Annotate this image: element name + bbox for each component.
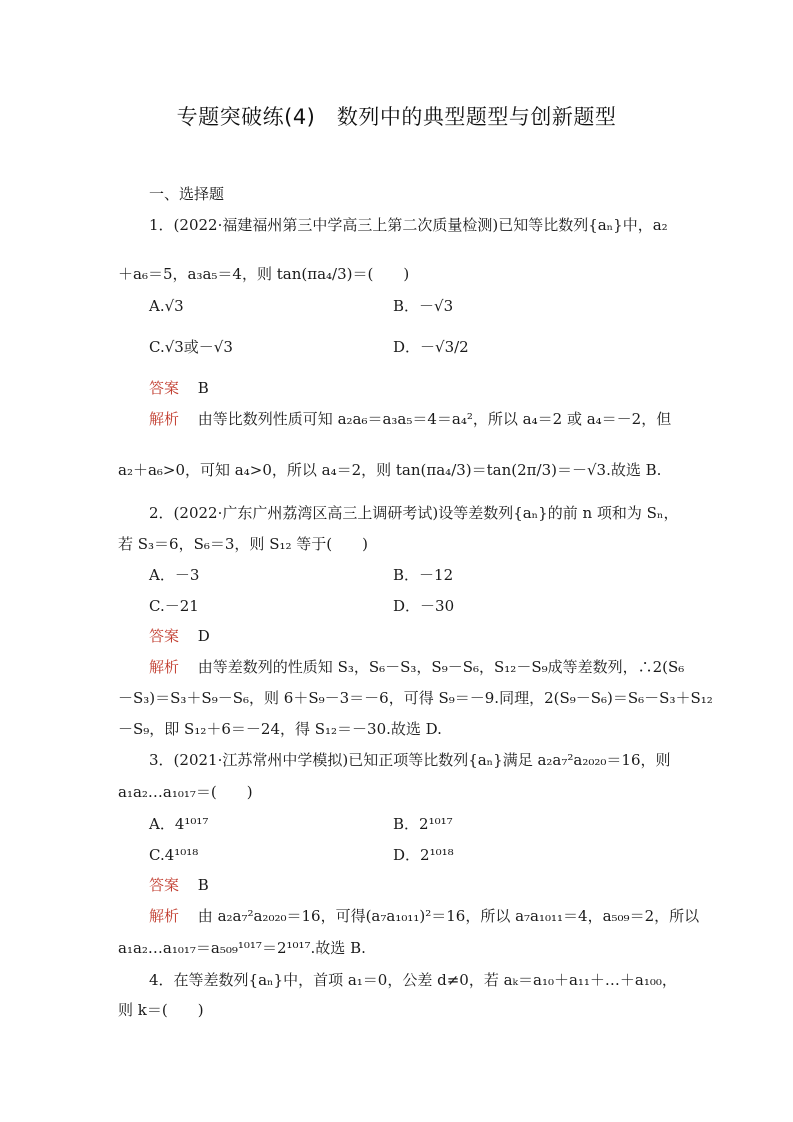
q2-answer [149, 626, 210, 646]
q3-answer [149, 875, 209, 895]
q3-analysis-line2: a₁a₂…a₁₀₁₇＝a₅₀₉¹⁰¹⁷＝2¹⁰¹⁷.故选 B. [118, 939, 366, 957]
q1-answer-value: B [197, 379, 209, 397]
q2-option-c: C.－21 [149, 597, 199, 615]
q3-option-c: C.4¹⁰¹⁸ [149, 846, 199, 864]
q2-analysis-line1 [149, 657, 684, 677]
q1-option-d: D．－√3/2 [393, 338, 469, 356]
answer-label: 答案 [149, 627, 180, 645]
q1-analysis-line2: a₂＋a₆>0，可知 a₄>0，所以 a₄＝2，则 tan(πa₄/3)＝tan(2π/3)＝－√3.故选 B. [118, 461, 662, 479]
q2-analysis-line2: －S₃)＝S₃＋S₉－S₆，则 6＋S₉－3＝－6，可得 S₉＝－9.同理，2(S₉－S₆)＝S₆－S₃＋S₁₂ [118, 689, 713, 707]
q2-analysis-line3: －S₉，即 S₁₂＋6＝－24，得 S₁₂＝－30.故选 D. [118, 720, 442, 738]
q3-stem-line1: 3．(2021·江苏常州中学模拟)已知正项等比数列{aₙ}满足 a₂a₇²a₂₀₂₀＝16，则 [149, 751, 671, 769]
q1-stem-line1: 1．(2022·福建福州第三中学高三上第二次质量检测)已知等比数列{aₙ}中，a₂ [149, 216, 668, 234]
q1-option-b: B．－√3 [393, 297, 454, 315]
q1-analysis-text1: 由等比数列性质可知 a₂a₆＝a₃a₅＝4＝a₄²，所以 a₄＝2 或 a₄＝－2，但 [197, 410, 672, 428]
analysis-label: 解析 [149, 410, 180, 428]
q3-analysis-text1: 由 a₂a₇²a₂₀₂₀＝16，可得(a₇a₁₀₁₁)²＝16，所以 a₇a₁₀₁₁＝4，a₅₀₉＝2，所以 [197, 907, 700, 925]
answer-label: 答案 [149, 876, 180, 894]
q2-analysis-text1: 由等差数列的性质知 S₃，S₆－S₃，S₉－S₆，S₁₂－S₉成等差数列，∴2(S₆ [197, 658, 685, 676]
q3-option-a: A．4¹⁰¹⁷ [149, 815, 209, 833]
analysis-label: 解析 [149, 907, 180, 925]
q3-option-b: B．2¹⁰¹⁷ [393, 815, 453, 833]
q1-option-c: C.√3或－√3 [149, 338, 233, 356]
answer-label: 答案 [149, 379, 180, 397]
q1-analysis-line1 [149, 409, 671, 429]
q3-stem-line2: a₁a₂…a₁₀₁₇＝( ) [118, 783, 253, 801]
q1-option-a: A.√3 [149, 297, 184, 315]
q3-analysis-line1 [149, 906, 699, 926]
q2-option-b: B．－12 [393, 566, 454, 584]
q2-answer-value: D [197, 627, 210, 645]
q2-stem-line2: 若 S₃＝6，S₆＝3，则 S₁₂ 等于( ) [118, 535, 368, 553]
page-title: 专题突破练(4) 数列中的典型题型与创新题型 [176, 105, 617, 129]
q3-answer-value: B [197, 876, 209, 894]
q2-option-a: A．－3 [149, 566, 200, 584]
q1-answer [149, 378, 209, 398]
q3-option-d: D．2¹⁰¹⁸ [393, 846, 454, 864]
q2-option-d: D．－30 [393, 597, 455, 615]
q2-stem-line1: 2．(2022·广东广州荔湾区高三上调研考试)设等差数列{aₙ}的前 n 项和为 Sₙ， [149, 504, 679, 522]
q1-stem-line2: ＋a₆＝5，a₃a₅＝4，则 tan(πa₄/3)＝( ) [118, 265, 410, 283]
q4-stem-line1: 4．在等差数列{aₙ}中，首项 a₁＝0，公差 d≠0，若 aₖ＝a₁₀＋a₁₁＋…＋a₁₀₀， [149, 971, 677, 989]
analysis-label: 解析 [149, 658, 180, 676]
section-heading: 一、选择题 [149, 185, 225, 203]
q4-stem-line2: 则 k＝( ) [118, 1001, 204, 1019]
